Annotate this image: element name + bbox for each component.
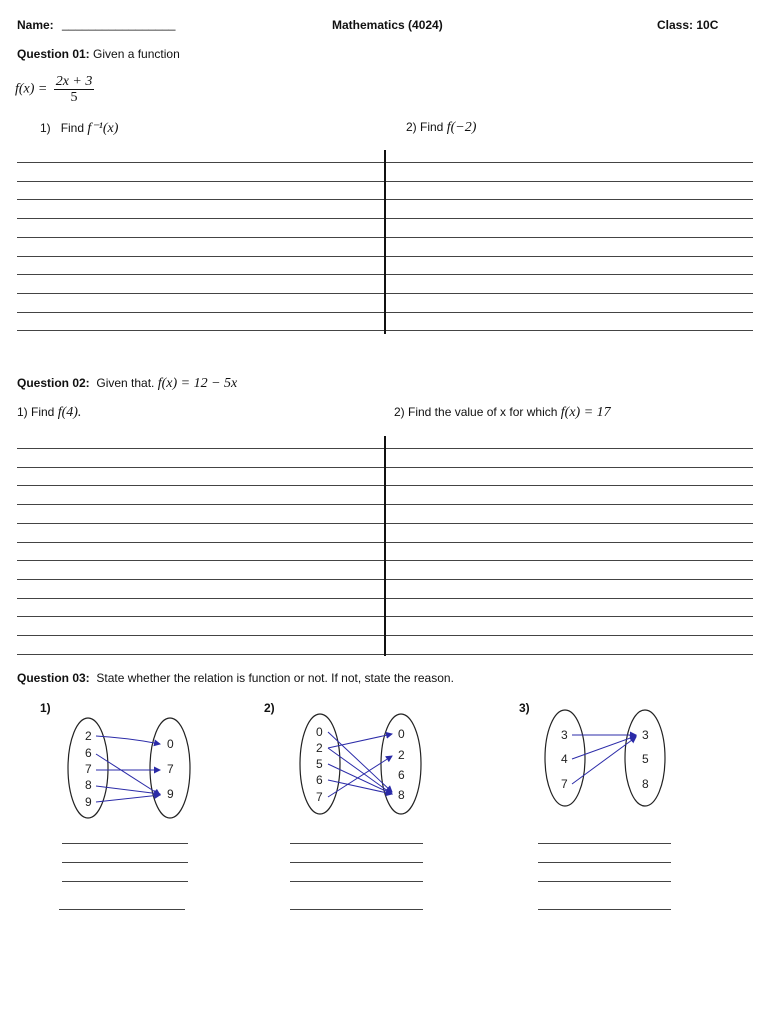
class-label: Class: 10C [657, 18, 719, 32]
diagram-2-domain-1: 2 [316, 741, 323, 755]
q3-diagram-2-label: 2) [264, 701, 275, 715]
diagram-2-range-1: 2 [398, 748, 405, 762]
diagram-3-answer-line[interactable] [538, 881, 671, 882]
q1-part2 [406, 120, 476, 136]
diagram-3-domain-1: 4 [561, 752, 568, 766]
column-divider [384, 436, 386, 656]
diagram-3-arrow [572, 736, 636, 759]
diagram-2-domain-2: 5 [316, 757, 323, 771]
diagram-3-range-2: 8 [642, 777, 649, 791]
diagram-1-range-2: 9 [167, 787, 174, 801]
q3-heading [17, 671, 454, 685]
column-divider [384, 150, 386, 334]
q2-heading [17, 376, 237, 392]
q1-part2-math: f(−2) [446, 120, 477, 135]
diagram-3-domain-0: 3 [561, 728, 568, 742]
diagram-1 [68, 718, 190, 818]
q1-denominator: 5 [70, 90, 78, 105]
diagram-1-domain-1: 6 [85, 746, 92, 760]
q2-part2-math: f(x) = 17 [560, 405, 611, 420]
diagram-2-answer-line[interactable] [290, 881, 423, 882]
q2-math: f(x) = 12 − 5x [157, 376, 238, 391]
diagram-2-domain-4: 7 [316, 790, 323, 804]
diagram-2-answer-line[interactable] [290, 862, 423, 863]
q2-part1 [17, 405, 81, 421]
diagram-2-answer-line[interactable] [290, 909, 423, 910]
diagram-1-range-0: 0 [167, 737, 174, 751]
diagram-1-answer-line[interactable] [59, 909, 185, 910]
q2-part2 [394, 405, 611, 421]
q1-part1 [40, 120, 118, 137]
q1-part1-math: f⁻¹(x) [87, 121, 119, 136]
diagram-3-answer-line[interactable] [538, 843, 671, 844]
diagram-2 [300, 714, 421, 814]
diagram-1-arrow [96, 795, 160, 802]
q3-diagram-1-label: 1) [40, 701, 51, 715]
diagram-1-domain-3: 8 [85, 778, 92, 792]
q1-fx: f(x) = [15, 81, 48, 97]
diagram-2-domain-0: 0 [316, 725, 323, 739]
q1-heading [17, 47, 180, 61]
diagram-3 [545, 710, 665, 806]
diagram-1-range-1: 7 [167, 762, 174, 776]
q3-text: State whether the relation is function or not. If not, state the reason. [96, 671, 454, 685]
q1-part1-number: 1) [40, 121, 51, 135]
q1-fraction [54, 74, 95, 105]
q2-part1-text: 1) Find [17, 405, 55, 419]
subject-title: Mathematics (4024) [332, 18, 443, 32]
q2-part1-math: f(4). [57, 405, 82, 420]
q3-diagram-3-label: 3) [519, 701, 530, 715]
diagram-1-answer-line[interactable] [62, 862, 188, 863]
q1-function [15, 74, 94, 105]
diagram-1-answer-line[interactable] [62, 881, 188, 882]
q2-label: Question 02: [17, 376, 90, 390]
diagram-3-domain-2: 7 [561, 777, 568, 791]
diagram-2-answer-line[interactable] [290, 843, 423, 844]
mapping-diagrams [0, 700, 768, 830]
q1-part2-text: 2) Find [406, 120, 444, 134]
diagram-1-domain-4: 9 [85, 795, 92, 809]
q1-label: Question 01: [17, 47, 90, 61]
q3-label: Question 03: [17, 671, 90, 685]
name-label: Name: [17, 18, 54, 32]
q2-part2-text: 2) Find the value of x for which [394, 405, 558, 419]
q1-part1-text: Find [60, 121, 85, 135]
diagram-3-range-1: 5 [642, 752, 649, 766]
diagram-3-answer-line[interactable] [538, 862, 671, 863]
name-blank[interactable]: _________________ [62, 17, 176, 31]
diagram-3-range-0: 3 [642, 728, 649, 742]
diagram-3-answer-line[interactable] [538, 909, 671, 910]
diagram-1-domain-0: 2 [85, 729, 92, 743]
diagram-2-range-0: 0 [398, 727, 405, 741]
q1-numerator: 2x + 3 [55, 74, 93, 89]
diagram-2-range-2: 6 [398, 768, 405, 782]
diagram-2-domain-3: 6 [316, 773, 323, 787]
diagram-1-answer-line[interactable] [62, 843, 188, 844]
diagram-1-domain-2: 7 [85, 762, 92, 776]
q1-text: Given a function [93, 47, 180, 61]
diagram-2-range-3: 8 [398, 788, 405, 802]
q2-text: Given that. [96, 376, 155, 390]
